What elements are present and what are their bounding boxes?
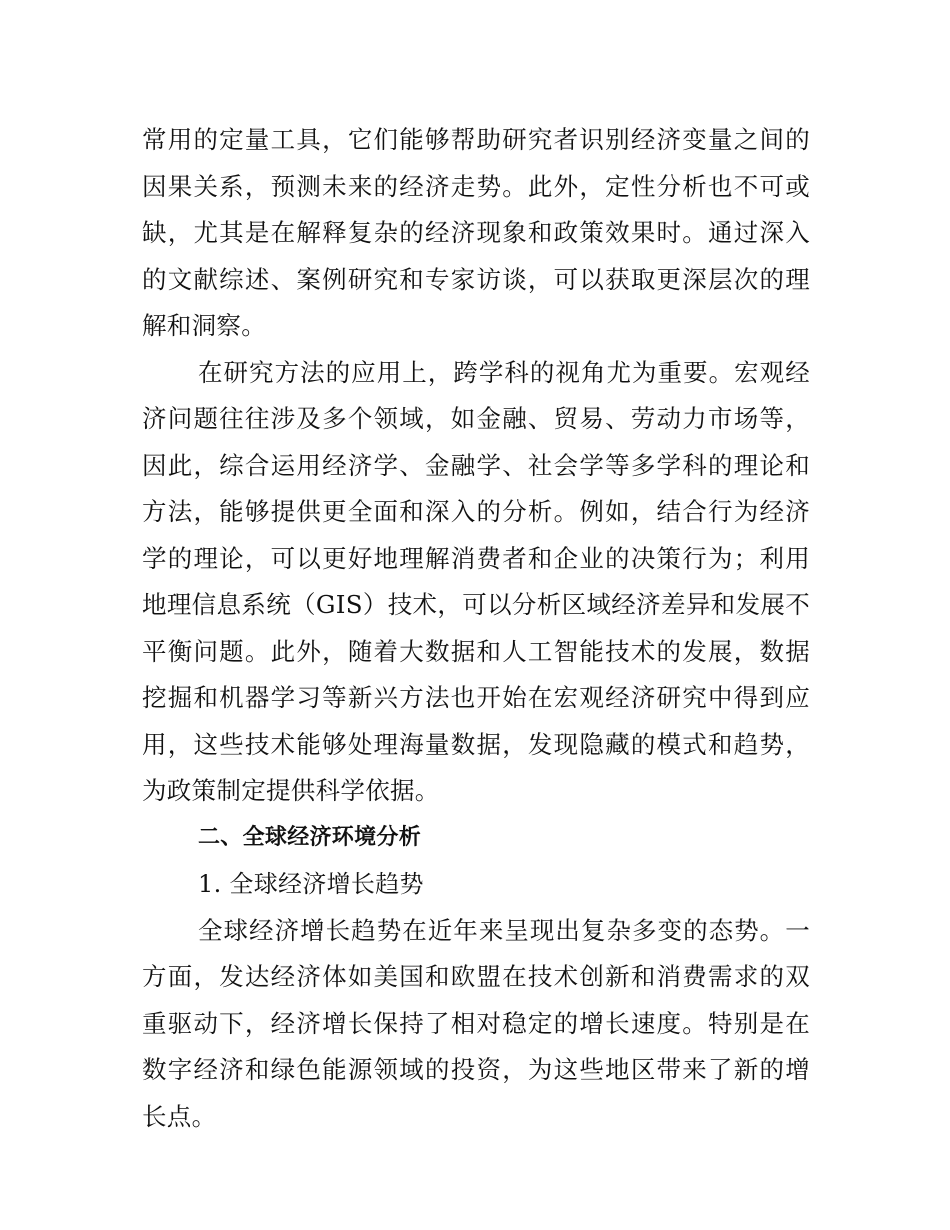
section-heading: 二、全球经济环境分析 — [198, 824, 422, 850]
body-paragraph: 常用的定量工具，它们能够帮助研究者识别经济变量之间的因果关系，预测未来的经济走势。此外，定性分析也不可或缺，尤其是在解释复杂的经济现象和政策效果时。通过深入的文献综述、案例研究和专家访谈，可以获取更深层次的理解和洞察。 — [142, 125, 810, 340]
body-paragraph: 全球经济增长趋势在近年来呈现出复杂多变的态势。一方面，发达经济体如美国和欧盟在技术创新和消费需求的双重驱动下，经济增长保持了相对稳定的增长速度。特别是在数字经济和绿色能源领域的投资，为这些地区带来了新的增长点。 — [142, 915, 810, 1131]
document-body — [142, 117, 810, 1140]
body-paragraph: 在研究方法的应用上，跨学科的视角尤为重要。宏观经济问题往往涉及多个领域，如金融、贸易、劳动力市场等，因此，综合运用经济学、金融学、社会学等多学科的理论和方法，能够提供更全面和深入的分析。例如，结合行为经济学的理论，可以更好地理解消费者和企业的决策行为；利用地理信息系统（GIS）技术，可以分析区域经济差异和发展不平衡问题。此外，随着大数据和人工智能技术的发展，数据挖掘和机器学习等新兴方法也开始在宏观经济研究中得到应用，这些技术能够处理海量数据，发现隐藏的模式和趋势，为政策制定提供科学依据。 — [142, 357, 810, 805]
subsection-heading: 1. 全球经济增长趋势 — [198, 870, 424, 898]
